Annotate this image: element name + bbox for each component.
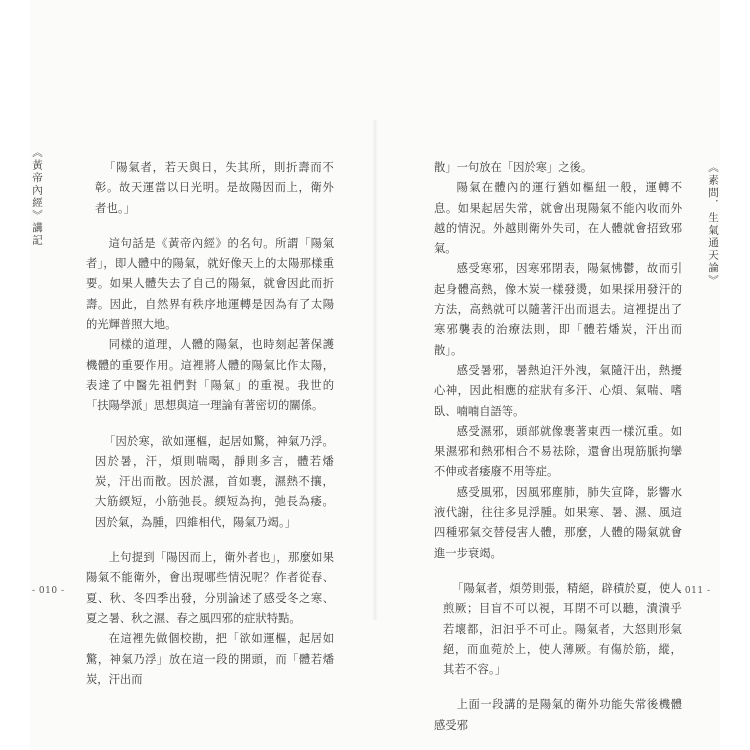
commentary-paragraph: 上面一段講的是陽氣的衛外功能失常後機體感受邪: [434, 698, 682, 732]
classic-quote: [434, 579, 682, 680]
commentary-paragraph: 感受濕邪，頭部就像裹著東西一樣沉重。如果濕邪和熱邪相合不易祛除，還會出現筋脈拘攣不伸或者痿廢不用等症。: [434, 424, 682, 479]
commentary-paragraph: 在這裡先做個校勘，把「欲如運樞，起居如驚，神氣乃浮」放在這一段的開頭，而「體若燔炭，汗出而: [86, 632, 334, 686]
right-page-number: - 011 -: [678, 586, 711, 596]
continued-paragraph: 散」一句放在「因於寒」之後。: [434, 161, 593, 174]
classic-quote: [86, 432, 334, 533]
left-text-column: [86, 158, 334, 690]
quote-text: 「陽氣者，若天與日，失其所，則折壽而不彰。故天運當以日光明。是故陽因而上，衛外者也。」: [95, 161, 334, 215]
commentary-paragraph: 感受暑邪，暑熱迫汗外洩，氣隨汗出，熱擾心神，因此相應的症狀有多汗、心煩、氣喘、嗜臥、喃喃自語等。: [434, 363, 682, 418]
quote-text: 「陽氣者，煩勞則張，精絕，辟積於夏，使人煎厥；目盲不可以視，耳閉不可以聽，潰潰乎若壞都，汩汩乎不可止。陽氣者，大怒則形氣絕，而血菀於上，使人薄厥。有傷於筋，縱，其若不容。」: [443, 581, 683, 677]
commentary-paragraph: 同樣的道理，人體的陽氣，也時刻起著保護機體的重要作用。這裡將人體的陽氣比作太陽，表達了中醫先祖們對「陽氣」的重視。我世的「扶陽學派」思想與這一理論有著密切的關係。: [86, 338, 334, 413]
commentary-paragraph: 感受寒邪，因寒邪閉表，陽氣怫鬱，故而引起身體高熱，像木炭一樣發燙，如果採用發汗的方法，高熱就可以隨著汗出而退去。這裡提出了寒邪襲表的治療法則，即「體若燔炭，汗出而散」。: [434, 262, 682, 357]
right-running-head: 《素問．生氣通天論》: [707, 162, 719, 287]
commentary-paragraph: 這句話是《黃帝內經》的名句。所謂「陽氣者」，即人體中的陽氣，就好像天上的太陽那樣重要。如果人體失去了自己的陽氣，就會因此而折壽。因此，自然界有秩序地運轉是因為有了太陽的光輝普照大地。: [86, 236, 334, 332]
commentary-paragraph: 上句提到「陽因而上，衛外者也」，那麼如果陽氣不能衛外，會出現哪些情況呢？作者從春、夏、秋、冬四季出發，分別論述了感受冬之寒、夏之暑、秋之濕、春之風四邪的症狀特點。: [86, 551, 334, 625]
right-text-column: [434, 158, 682, 736]
commentary-paragraph: 陽氣在體內的運行猶如樞紐一般，運轉不息。如果起居失常，就會出現陽氣不能內收而外越的情況。外越則衛外失司，在人體就會招致邪氣。: [434, 181, 682, 256]
left-running-head: 《黃帝內經》講記: [31, 147, 43, 247]
page-gutter: [372, 120, 378, 620]
left-page-number: - 010 -: [32, 586, 65, 596]
quote-text: 「因於寒，欲如運樞，起居如驚，神氣乃浮。因於暑，汗，煩則喘喝，靜則多言，體若燔炭，汗出而散。因於濕，首如裹，濕熱不攘，大筋緛短，小筋弛長。緛短為拘，弛長為痿。因於氣，為腫，四維相代，陽氣乃竭。」: [95, 434, 335, 529]
commentary-paragraph: 感受風邪，因風邪塵肺，肺失宣降，影響水液代謝，往往多見浮腫。如果寒、暑、濕、風這四種邪氣交替侵害人體，那麼，人體的陽氣就會進一步衰竭。: [434, 485, 682, 560]
classic-quote: [86, 158, 334, 219]
